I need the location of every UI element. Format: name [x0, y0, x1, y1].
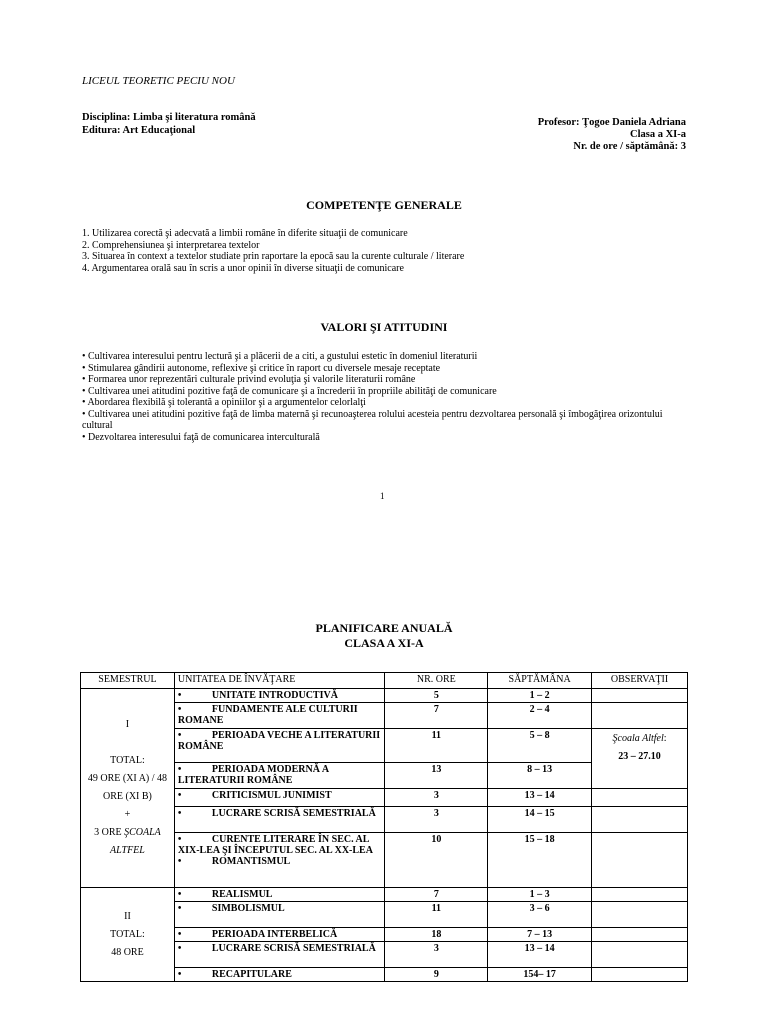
unit-label: PERIOADA INTERBELICĂ: [211, 929, 338, 940]
hours-cell: 13: [385, 763, 488, 789]
col-header: SĂPTĂMÂNA: [488, 673, 592, 689]
obs-cell: [592, 888, 688, 902]
bullet: •: [177, 969, 182, 980]
unit-cell: [174, 833, 385, 888]
bullet: •: [177, 790, 182, 801]
competence-item: 2. Comprehensiunea şi interpretarea textelor: [82, 239, 260, 251]
weeks-cell: 15 – 18: [488, 833, 592, 888]
hours-cell: 7: [385, 888, 488, 902]
competences-list: [82, 228, 464, 274]
unit-cell: [174, 689, 385, 703]
unit-label: FUNDAMENTE ALE CULTURII ROMANE: [177, 704, 358, 726]
weeks-cell: 8 – 13: [488, 763, 592, 789]
values-list: [82, 351, 688, 443]
publisher: Editura: Art Educaţional: [82, 125, 196, 136]
obs-cell: [592, 968, 688, 982]
unit-label: SIMBOLISMUL: [211, 903, 285, 914]
teacher: Profesor: Ţogoe Daniela Adriana: [537, 117, 686, 128]
bullet: •: [177, 704, 182, 715]
plan-subtitle: CLASA A XI-A: [344, 636, 424, 650]
obs-cell: [592, 807, 688, 833]
hours-cell: 9: [385, 968, 488, 982]
unit-label: LUCRARE SCRISĂ SEMESTRIALĂ: [211, 808, 376, 819]
value-item: • Dezvoltarea interesului faţă de comunicarea interculturală: [82, 431, 320, 443]
class-label: Clasa a XI-a: [629, 129, 686, 140]
weeks-cell: 5 – 8: [488, 729, 592, 763]
unit-cell: [174, 928, 385, 942]
semester-1-cell: [81, 689, 175, 888]
unit-label: CRITICISMUL JUNIMIST: [211, 790, 332, 801]
plan-title-block: [0, 621, 768, 651]
unit-label: CURENTE LITERARE ÎN SEC. AL XIX-LEA ŞI ÎNCEPUTUL SEC. AL XX-LEA: [177, 834, 373, 856]
unit-cell: [174, 729, 385, 763]
semester-2-total: 48 ORE: [111, 946, 144, 958]
unit-label: PERIOADA MODERNĂ A LITERATURII ROMÂNE: [177, 764, 329, 786]
bullet: •: [177, 943, 182, 954]
bullet: •: [177, 690, 182, 701]
weeks-cell: 154– 17: [488, 968, 592, 982]
unit-cell: [174, 902, 385, 928]
semester-1-extra: [84, 824, 171, 860]
obs-cell: [592, 902, 688, 928]
unit-label: LUCRARE SCRISĂ SEMESTRIALĂ: [211, 943, 376, 954]
weeks-cell: 2 – 4: [488, 703, 592, 729]
obs-cell: [592, 942, 688, 968]
hours-per-week: Nr. de ore / săptămână: 3: [573, 141, 686, 152]
unit-label: ROMANTISMUL: [211, 856, 291, 867]
weeks-cell: 13 – 14: [488, 942, 592, 968]
semester-2-cell: [81, 888, 175, 982]
obs-cell-school-altfel: [592, 729, 688, 789]
semester-1-plus: +: [124, 809, 131, 820]
unit-cell: [174, 942, 385, 968]
bullet: •: [177, 764, 182, 775]
competence-item: 4. Argumentarea orală sau în scris a unor opinii în diverse situaţii de comunicare: [82, 262, 404, 274]
weeks-cell: 14 – 15: [488, 807, 592, 833]
teacher-block: [538, 117, 686, 153]
unit-cell: [174, 807, 385, 833]
semester-2-label: II: [124, 910, 131, 922]
bullet: •: [177, 856, 182, 867]
hours-cell: 11: [385, 729, 488, 763]
bullet: •: [177, 808, 182, 819]
discipline: Disciplina: Limba şi literatura română: [82, 112, 256, 123]
unit-label: PERIOADA VECHE A LITERATURII ROMÂNE: [177, 730, 381, 752]
bullet: •: [177, 730, 182, 741]
col-header: OBSERVAŢII: [592, 673, 688, 689]
weeks-cell: 7 – 13: [488, 928, 592, 942]
obs-cell: [592, 703, 688, 729]
weeks-cell: 3 – 6: [488, 902, 592, 928]
table-row: [81, 888, 688, 902]
semester-1-total: 49 ORE (XI A) / 48 ORE (XI B): [87, 773, 168, 802]
value-item: • Cultivarea interesului pentru lectură şi a plăcerii de a citi, a gustului estetic în domeniul literaturii: [82, 351, 478, 362]
semester-1-label: I: [125, 719, 130, 730]
semester-1-total-label: TOTAL:: [110, 755, 145, 766]
school-altfel-note: [595, 730, 684, 748]
hours-cell: 18: [385, 928, 488, 942]
bullet: •: [177, 929, 182, 940]
table-header-row: [81, 673, 688, 689]
col-header: UNITATEA DE ÎNVĂŢARE: [174, 673, 385, 689]
hours-cell: 3: [385, 807, 488, 833]
value-item: • Cultivarea unei atitudini pozitive faţă de comunicare şi a încrederii în propriile abilităţi de comunicare: [82, 385, 497, 397]
unit-cell: [174, 888, 385, 902]
page-number: 1: [380, 491, 385, 501]
value-item: • Stimularea gândirii autonome, reflexive şi critice în raport cu diversele mesaje receptate: [82, 362, 441, 374]
table-row: [81, 689, 688, 703]
obs-cell: [592, 689, 688, 703]
col-header: SEMESTRUL: [81, 673, 175, 689]
competence-item: 3. Situarea în context a textelor studiate prin raportare la epocă sau la curente culturale / literare: [82, 251, 465, 262]
competences-title: COMPETENŢE GENERALE: [306, 198, 462, 212]
unit-label: UNITATE INTRODUCTIVĂ: [211, 690, 338, 701]
unit-line: [178, 856, 382, 867]
school-name: LICEUL TEORETIC PECIU NOU: [82, 75, 235, 87]
semester-2-total-label: TOTAL:: [110, 928, 145, 940]
hours-cell: 11: [385, 902, 488, 928]
extra-hours: 3 ORE: [94, 827, 122, 838]
competence-item: 1. Utilizarea corectă şi adecvată a limbii române în diferite situaţii de comunicare: [82, 228, 408, 239]
weeks-cell: 13 – 14: [488, 789, 592, 807]
value-item: • Abordarea flexibilă şi tolerantă a opiniilor şi a argumentelor celorlalţi: [82, 397, 366, 408]
obs-cell: [592, 928, 688, 942]
bullet: •: [177, 834, 182, 845]
unit-cell: [174, 703, 385, 729]
unit-label: RECAPITULARE: [211, 969, 292, 980]
unit-cell: [174, 789, 385, 807]
obs-cell: [592, 789, 688, 807]
col-header: NR. ORE: [385, 673, 488, 689]
hours-cell: 10: [385, 833, 488, 888]
obs-cell: [592, 833, 688, 888]
unit-cell: [174, 763, 385, 789]
hours-cell: 5: [385, 689, 488, 703]
discipline-block: [82, 111, 256, 137]
weeks-cell: 1 – 3: [488, 888, 592, 902]
value-item: • Cultivarea unei atitudini pozitive faţă de limba maternă şi recunoaşterea rolului acesteia pentru dezvoltarea personală şi îmbogăţirea orizontului cultural: [82, 408, 663, 431]
planning-table: [80, 672, 688, 982]
extra-italic: ŞCOALA ALTFEL: [110, 827, 161, 856]
unit-cell: [174, 968, 385, 982]
values-title: VALORI ŞI ATITUDINI: [320, 320, 448, 334]
colon: :: [663, 733, 667, 744]
plan-title: PLANIFICARE ANUALĂ: [315, 621, 453, 635]
bullet: •: [177, 889, 182, 900]
bullet: •: [177, 903, 182, 914]
unit-label: REALISMUL: [211, 889, 273, 900]
unit-line: [178, 834, 382, 856]
value-item: • Formarea unor reprezentări culturale privind evoluţia şi valorile literaturii române: [82, 374, 416, 385]
weeks-cell: 1 – 2: [488, 689, 592, 703]
hours-cell: 7: [385, 703, 488, 729]
hours-cell: 3: [385, 789, 488, 807]
school-altfel-dates: 23 – 27.10: [618, 751, 661, 762]
hours-cell: 3: [385, 942, 488, 968]
school-altfel-italic: Şcoala Altfel: [612, 733, 664, 744]
